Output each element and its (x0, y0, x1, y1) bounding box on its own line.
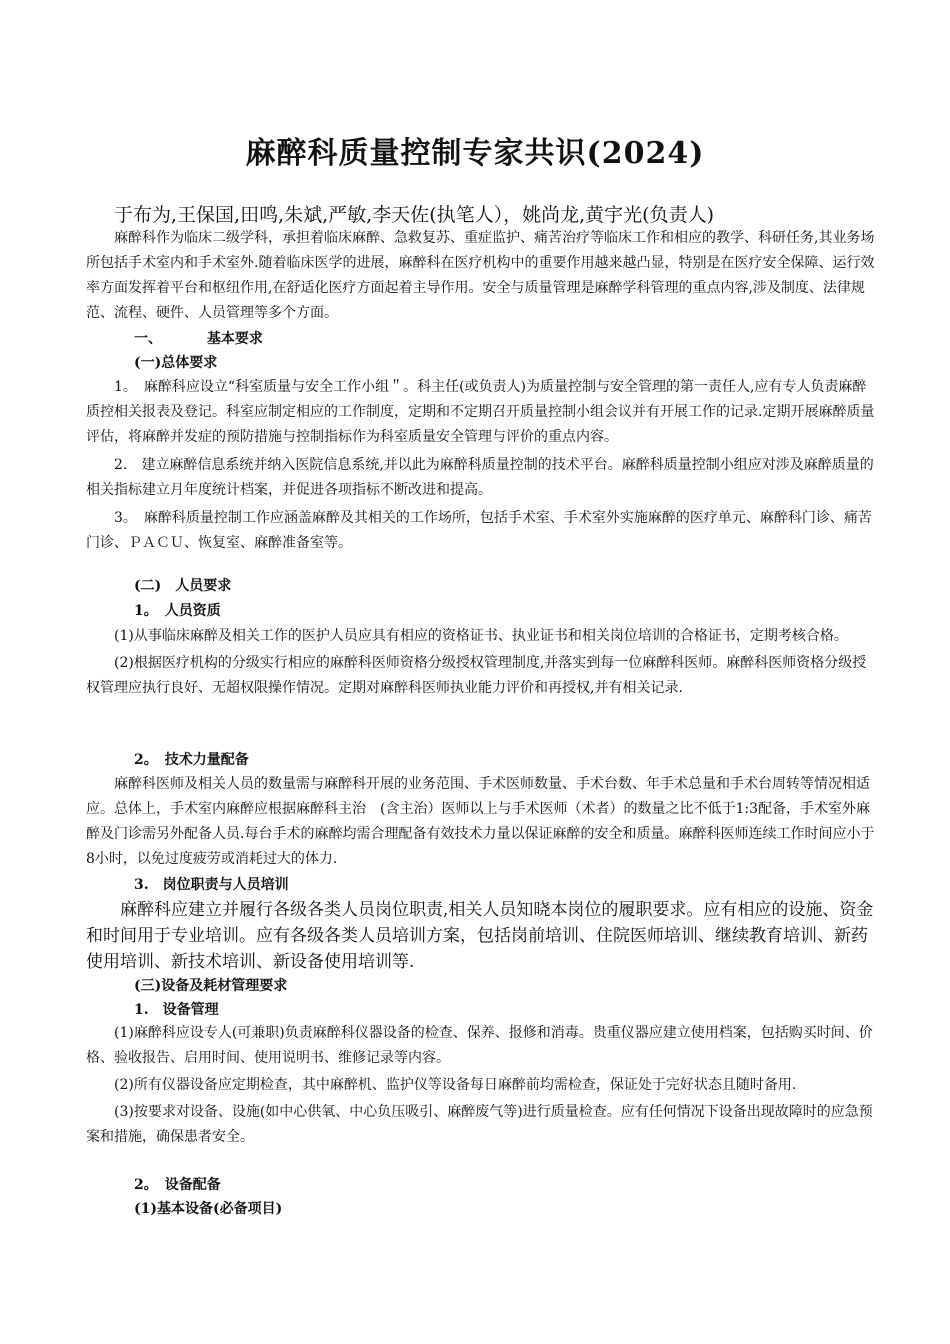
item-heading-staffing: 2。 技术力量配备 (134, 752, 249, 768)
paragraph: 2. 建立麻醉信息系统并纳入医院信息系统,并以此为麻醉科质量控制的技术平台。麻醉科质量控制小组应对涉及麻醉质量的相关指标建立月年度统计档案，并促进各项指标不断改进和提高。 (86, 457, 874, 498)
qualification-block (86, 624, 876, 701)
paragraph: (2)所有仪器设备应定期检查，其中麻醉机、监护仪等设备每日麻醉前均需检查，保证处于完好状态且随时备用. (114, 1077, 797, 1093)
equipment-management-block (86, 1021, 876, 1150)
item-heading-equipment-management: 1. 设备管理 (134, 1002, 219, 1018)
paragraph: 3。 麻醉科质量控制工作应涵盖麻醉及其相关的工作场所，包括手术室、手术室外实施麻醉的医疗单元、麻醉科门诊、痛苦门诊、ＰＡＣＵ、恢复室、麻醉准备室等。 (86, 510, 872, 551)
paragraph: 1。 麻醉科应设立“科室质量与安全工作小组＂。科主任(或负责人)为质量控制与安全管理的第一责任人,应有专人负责麻醉质控相关报表及登记。科室应制定相应的工作制度，定期和不定期召开质量控制小组会议并有开展工作的记录.定期开展麻醉质量评估，将麻醉并发症的预防措施与控制指标作为科室质量安全管理与评价的重点内容。 (86, 379, 875, 445)
staffing-block (86, 772, 876, 872)
paragraph: (1)从事临床麻醉及相关工作的医护人员应具有相应的资格证书、执业证书和相关岗位培训的合格证书，定期考核合格。 (114, 628, 848, 644)
training-block (86, 897, 876, 975)
subsection-heading-equipment: (三)设备及耗材管理要求 (134, 978, 288, 994)
paragraph: 麻醉科医师及相关人员的数量需与麻醉科开展的业务范围、手术医师数量、手术台数、年手术总量和手术台周转等情况相适应。总体上，手术室内麻醉应根据麻醉科主治 (含主治）医师以上与手术医师（术者）的数量之比不低于1:3配备，手术室外麻醉及门诊需另外配备人员.每台手术的麻醉均需合理配备有效技术力量以保证麻醉的安全和质量。麻醉科医师连续工作时间应小于8小时，以免过度疲劳或消耗过大的体力. (86, 776, 875, 867)
paragraph: (1)麻醉科应设专人(可兼职)负责麻醉科仪器设备的检查、保养、报修和消毒。贵重仪器应建立使用档案，包括购买时间、价格、验收报告、启用时间、使用说明书、维修记录等内容。 (86, 1025, 873, 1066)
general-requirements (86, 375, 876, 556)
intro-paragraph-block (86, 226, 876, 326)
paragraph: (2)根据医疗机构的分级实行相应的麻醉科医师资格分级授权管理制度,并落实到每一位麻醉科医师。麻醉科医师资格分级授权管理应执行良好、无超权限操作情况。定期对麻醉科医师执业能力评价和再授权,并有相关记录. (86, 655, 867, 696)
item-heading-training: 3. 岗位职责与人员培训 (134, 877, 289, 893)
paragraph: (3)按要求对设备、设施(如中心供氧、中心负压吸引、麻醉废气等)进行质量检查。应有任何情况下设备出现故障时的应急预案和措施，确保患者安全。 (86, 1104, 873, 1145)
section-number: 一、 (134, 331, 162, 347)
page-title: 麻醉科质量控制专家共识(2024) (245, 136, 705, 171)
section-heading-1 (134, 328, 263, 348)
paragraph: 麻醉科应建立并履行各级各类人员岗位职责,相关人员知晓本岗位的履职要求。应有相应的设施、资金和时间用于专业培训。应有各级各类人员培训方案，包括岗前培训、住院医师培训、继续教育培训、新药使用培训、新技术培训、新设备使用培训等. (86, 900, 874, 972)
author-list: 于布为,王保国,田鸣,朱斌,严敏,李天佐(执笔人），姚尚龙,黄宇光(负责人) (114, 204, 714, 226)
subsection-heading-personnel: (二) 人员要求 (134, 578, 232, 594)
subsection-heading-general: (一)总体要求 (134, 355, 218, 371)
intro-paragraph: 麻醉科作为临床二级学科，承担着临床麻醉、急救复苏、重症监护、痛苦治疗等临床工作和相应的教学、科研任务,其业务场所包括手术室内和手术室外.随着临床医学的进展，麻醉科在医疗机构中的重要作用越来越凸显，特别是在医疗安全保障、运行效率方面发挥着平台和枢纽作用,在舒适化医疗方面起着主导作用。安全与质量管理是麻醉学科管理的重点内容,涉及制度、法律规范、流程、硬件、人员管理等多个方面。 (86, 230, 875, 321)
item-heading-basic-equipment: (1)基本设备(必备项目) (134, 1201, 283, 1217)
item-heading-equipment-config: 2。 设备配备 (134, 1177, 221, 1193)
item-heading-qualification: 1。 人员资质 (134, 603, 221, 619)
section-label: 基本要求 (206, 331, 263, 347)
